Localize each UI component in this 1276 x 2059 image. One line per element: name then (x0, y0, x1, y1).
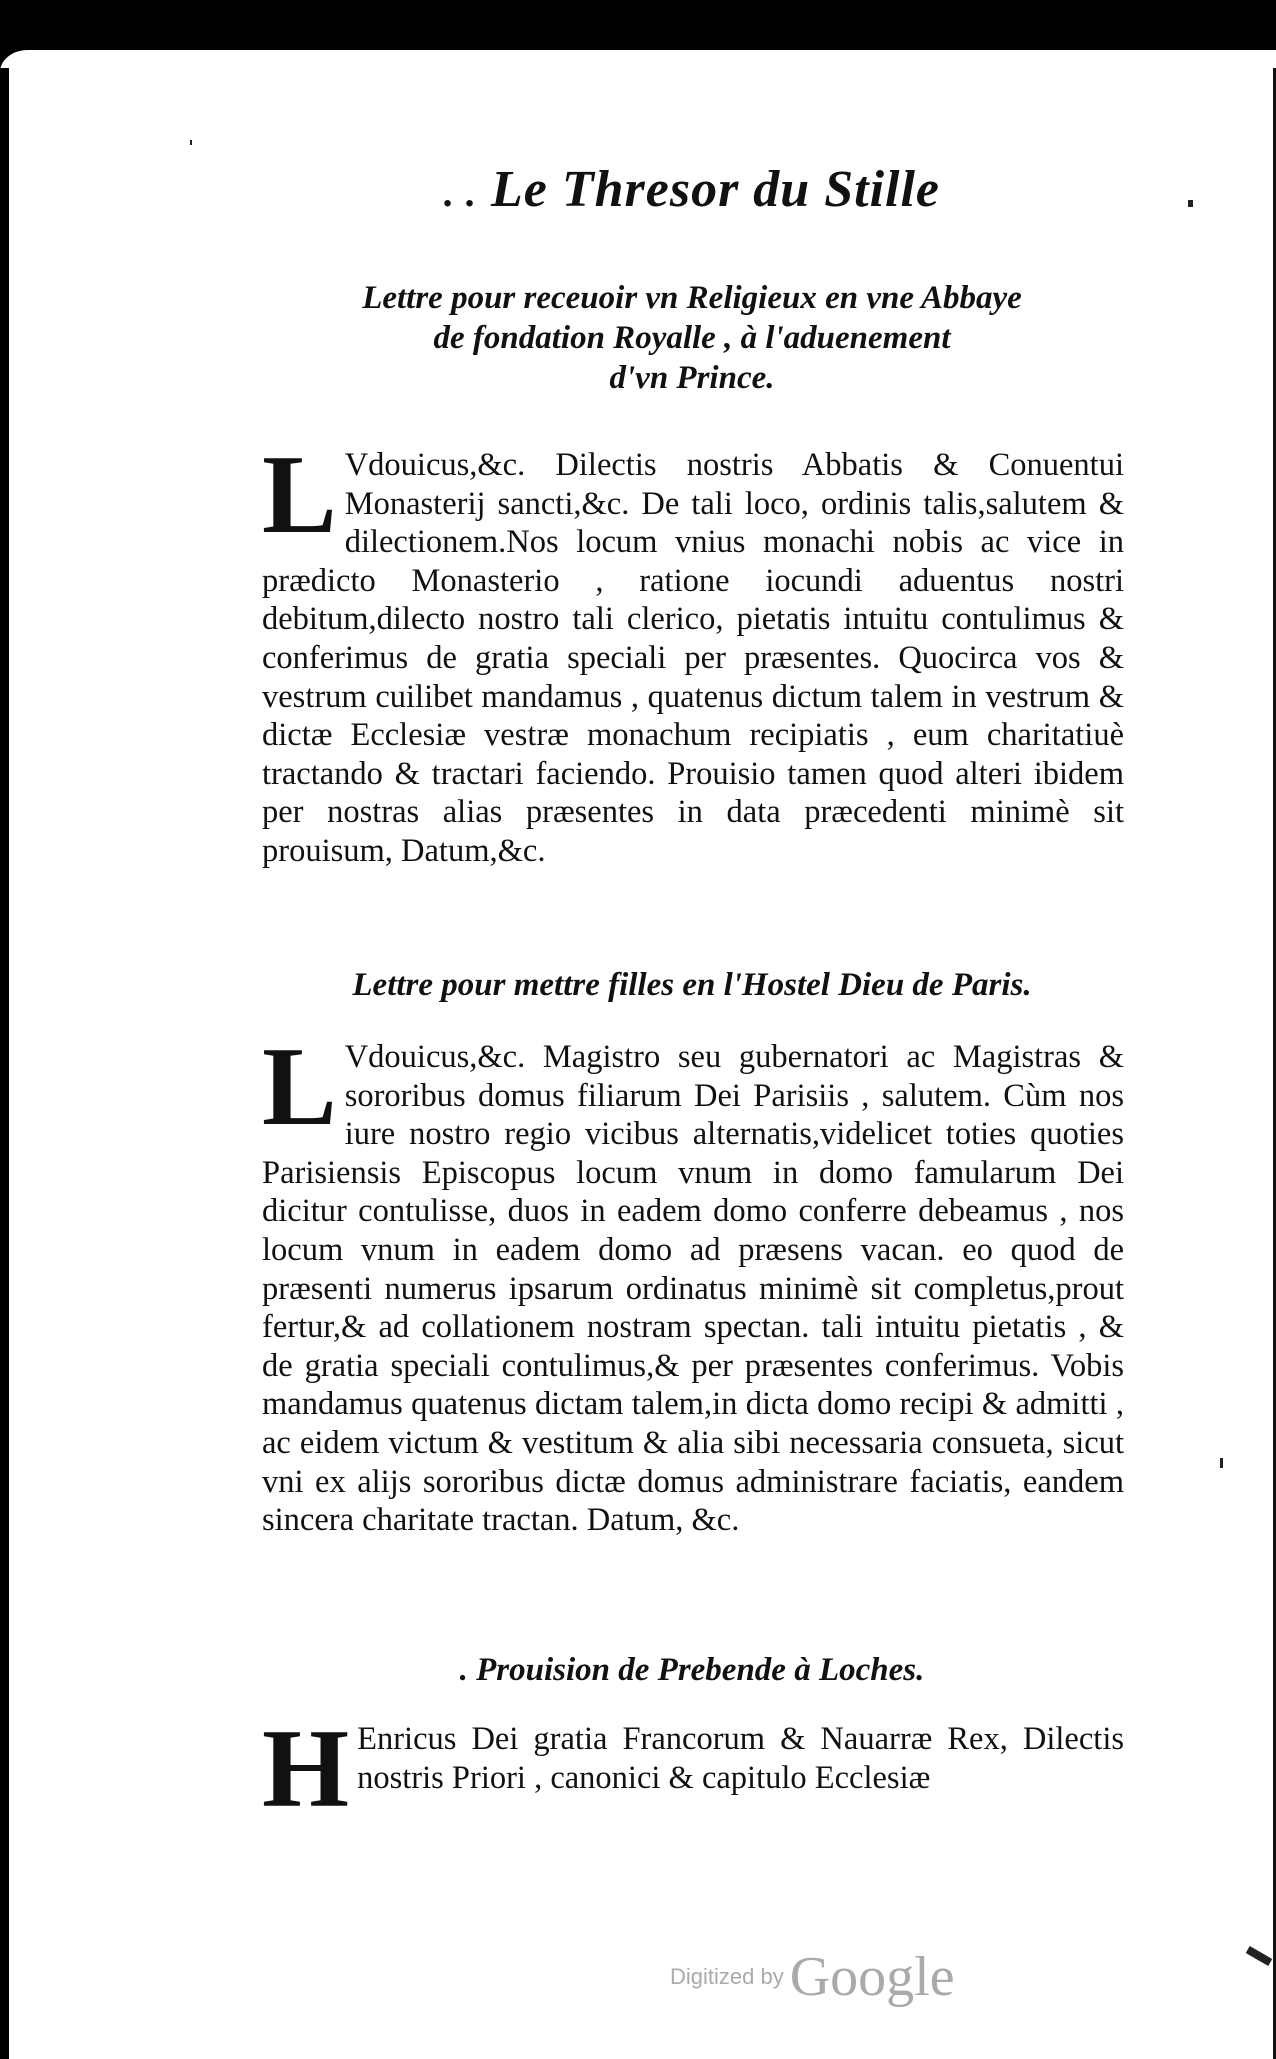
section-title-line: de fondation Royalle , à l'aduenement (433, 320, 951, 356)
running-head (262, 160, 1122, 219)
running-head-title: Le Thresor du Stille (490, 161, 941, 218)
section-title-hostel-dieu (262, 965, 1122, 1005)
letter-body: Vdouicus,&c. Dilectis nostris Abbatis & Conuentui Monasterij sancti,&c. De tali loco, ordinis talis,salutem & dilectionem.Nos locum vnius monachi nobis ac vice in prædicto Monasterio , ratione iocundi aduentus nostri debitum,dilecto nostro tali clerico, pietatis intuitu contulimus & conferimus de gratia speciali per præsentes. Quocirca vos & vestrum cuilibet mandamus , quatenus dictum talem in vestrum & dictæ Ecclesiæ vestræ monachum recipiatis , eum charitatiuè tractando & tractari faciendo. Prouisio tamen quod alteri ibidem per nostras alias præsentes in data præcedenti minimè sit prouisum, (262, 447, 1124, 869)
drop-cap: L (262, 1025, 337, 1149)
letter-loches (262, 1707, 1124, 1831)
section-title-line: Lettre pour mettre filles en l'Hostel Dieu de Paris. (352, 967, 1032, 1003)
scan-border-left (0, 68, 9, 2059)
letter-body: Enricus Dei gratia Francorum & Nauarræ Rex, Dilectis nostris Priori , canonici & capitulo Ecclesiæ (357, 1721, 1124, 1796)
section-title-line: . Prouision de Prebende à Loches. (459, 1652, 925, 1688)
section-title-line: Lettre pour receuoir vn Religieux en vne Abbaye (362, 280, 1022, 316)
letter-religieux (262, 433, 1124, 871)
scan-speck (1246, 1946, 1273, 1966)
scan-speck (1220, 1458, 1223, 1468)
digitized-watermark (670, 1945, 955, 2009)
letter-hostel-dieu (262, 1025, 1124, 1540)
letter-datum: Datum,&c. (401, 832, 546, 869)
section-title-religieux (262, 278, 1122, 398)
drop-cap: H (262, 1707, 350, 1831)
section-title-line: d'vn Prince. (609, 360, 775, 396)
letter-body: Vdouicus,&c. Magistro seu gubernatori ac Magistras & sororibus domus filiarum Dei Parisiis , salutem. Cùm nos iure nostro regio vicibus alternatis,videlicet toties quoties Parisiensis Episcopus locum vnum in domo famularum Dei dicitur contulisse, duos in eadem domo conferre debeamus , nos locum vnum in eadem domo ad præsens vacan. eo quod de præsenti numerus ipsarum ordinatus minimè sit completus,prout fertur,& ad collationem nostram spectan. tali intuitu pietatis , & de gratia speciali contulimus,& per præsentes conferimus. Vobis mandamus quatenus dictam talem,in dicta domo recipi & admitti , ac eidem victum & vestitum & alia sibi necessaria consueta, sicut vni ex alijs sororibus dictæ domus administrare faciatis, eandem sincera charitate tractan. Datum, &c. (262, 1039, 1124, 1539)
running-head-dots: . . (443, 170, 477, 215)
scan-speck (190, 140, 192, 145)
drop-cap: L (262, 433, 337, 557)
google-logo: Google (789, 1946, 955, 2008)
section-title-loches (262, 1650, 1122, 1690)
scan-speck (1188, 200, 1193, 207)
page-corner (0, 50, 1276, 90)
watermark-prefix: Digitized by (670, 1964, 784, 1989)
